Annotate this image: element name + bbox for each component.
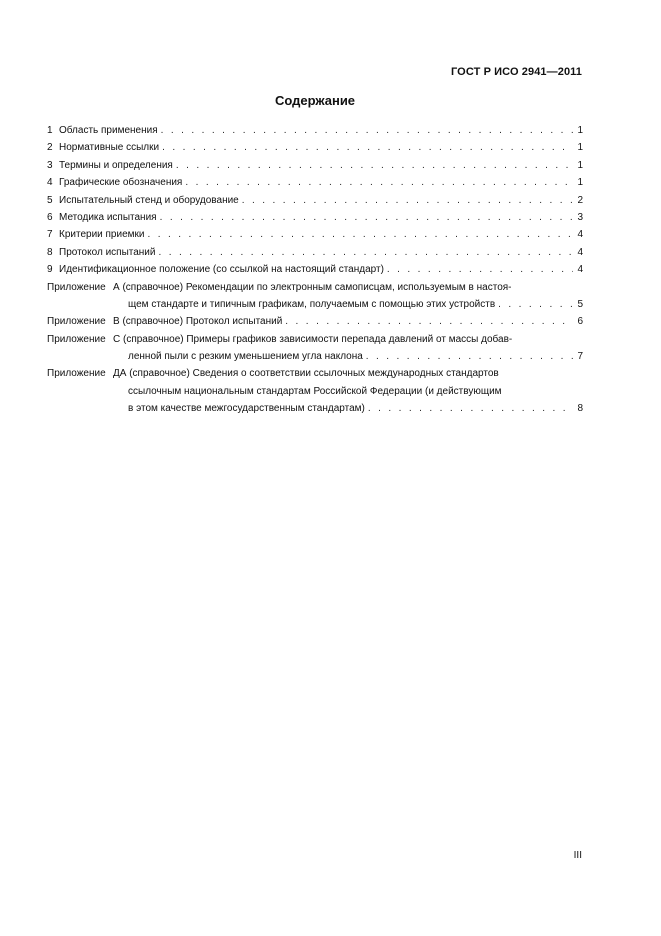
dot-leader [366,348,573,365]
page-number: III [573,850,582,861]
dot-leader [242,192,573,209]
appendix-prefix: Приложение [47,368,106,380]
dot-leader [285,313,573,330]
toc-entry-number: 1 [47,125,53,136]
dot-leader [158,244,573,261]
toc-entry-number: 7 [47,229,53,241]
table-of-contents [47,122,583,418]
toc-entry-page: 8 [577,403,583,415]
toc-entry-text: Испытательный стенд и оборудование [59,194,239,206]
toc-entry-page: 1 [577,159,583,171]
appendix-title-line: А (справочное) Рекомендации по электронным самописцам, используемым в настоя- [113,281,512,293]
appendix-title-line: С (справочное) Примеры графиков зависимости перепада давлений от массы добав- [113,333,513,345]
appendix-title-line: ссылочным национальным стандартам Российской Федерации (и действующим [128,385,502,397]
toc-entry-5[interactable] [47,192,583,209]
toc-entry-text: Протокол испытаний [59,246,156,258]
dot-leader [147,226,573,243]
toc-entry-text: Методика испытания [59,211,157,223]
toc-entry-8[interactable] [47,244,583,261]
toc-entry-3[interactable] [47,157,583,174]
toc-entry-text: Термины и определения [59,159,173,171]
toc-entry-page: 6 [577,316,583,328]
toc-entry-number: 8 [47,246,53,258]
toc-entry-number: 2 [47,142,53,154]
toc-entry-page: 3 [577,211,583,223]
appendix-prefix: Приложение [47,281,106,293]
toc-entry-9[interactable] [47,261,583,278]
appendix-prefix: Приложение [47,333,106,345]
document-code: ГОСТ Р ИСО 2941—2011 [450,66,582,78]
toc-entry-text: Критерии приемки [59,229,145,241]
dot-leader [176,157,573,174]
appendix-title-line: ДА (справочное) Сведения о соответствии ссылочных международных стандартов [113,368,499,380]
toc-entry-number: 6 [47,211,53,223]
toc-entry-page: 1 [577,125,583,136]
toc-entry-page: 4 [577,229,583,241]
dot-leader [368,400,573,417]
appendix-title-line: В (справочное) Протокол испытаний [113,316,283,328]
appendix-title-line: ленной пыли с резким уменьшением угла наклона [128,351,363,363]
dot-leader [185,174,573,191]
toc-appendix-da[interactable] [47,365,583,417]
toc-title: Содержание [274,93,356,108]
dot-leader [161,122,573,139]
appendix-title-line: в этом качестве межгосударственным стандартам) [128,403,365,415]
dot-leader [160,209,573,226]
toc-entry-text: Графические обозначения [59,177,183,189]
dot-leader [387,261,573,278]
toc-appendix-a[interactable] [47,279,583,314]
toc-entry-7[interactable] [47,226,583,243]
toc-entry-4[interactable] [47,174,583,191]
toc-entry-6[interactable] [47,209,583,226]
toc-entry-number: 9 [47,264,53,276]
toc-appendix-c[interactable] [47,331,583,366]
dot-leader [162,139,573,156]
toc-entry-page: 4 [577,246,583,258]
toc-entry-number: 4 [47,177,53,189]
toc-entry-text: Нормативные ссылки [59,142,160,154]
toc-entry-page: 1 [577,142,583,154]
toc-entry-page: 2 [577,194,583,206]
toc-entry-page: 4 [577,264,583,276]
toc-entry-number: 5 [47,194,53,206]
toc-entry-number: 3 [47,159,53,171]
toc-entry-page: 1 [577,177,583,189]
toc-entry-2[interactable] [47,139,583,156]
toc-entry-text: Идентификационное положение (со ссылкой на настоящий стандарт) [59,264,384,276]
toc-entry-text: Область применения [59,125,158,136]
toc-entry-page: 7 [577,351,583,363]
toc-entry-1[interactable] [47,122,583,139]
appendix-prefix: Приложение [47,316,106,328]
dot-leader [498,296,573,313]
toc-entry-page: 5 [577,298,583,310]
toc-appendix-b[interactable] [47,313,583,330]
appendix-title-line: щем стандарте и типичным графикам, получаемым с помощью этих устройств [128,298,496,310]
